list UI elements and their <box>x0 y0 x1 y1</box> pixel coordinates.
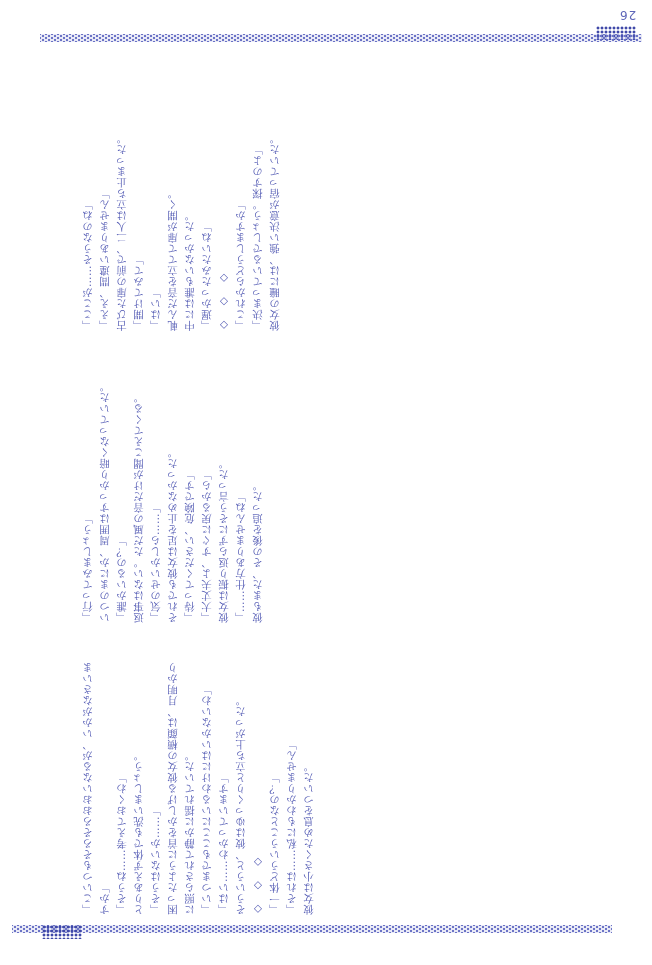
text-column-middle: 「行ってみましょう」 いつのまにか、周囲はすっかり暗くなっていた。 「誰かいるの？」 返事はない。ただ風の音だけが聞こえてくる。 「気のせいかしら……」 それでも彼女は足を止めなかった。 「待ってください、危険です」 「大丈夫よ、すぐに戻るから」 彼女は振り返らずにそう言った。 「……仕方ありませんね」 彼もまた、その後を追った。 <box>82 381 264 623</box>
text-column-bottom: 「ここが……そうなのね」 「ええ、間違いありません」 古びた扉の前で、二人は立ち止まった。 「開けてみて」 「はい」 軋んだ音を立てて扉が開く。 中には誰もいなかった。 「遅かったみたいね」 ◇ ◇ ◇ 「これからどうしますか」 「決まっているでしょう。探すのよ」 彼女の瞳には、強い決意が宿っていた。 <box>82 133 281 331</box>
body-text <box>80 60 620 915</box>
text-column-top: 「こいつもそろそろおおいなるが、いかがなさいますか」 「そうね……考えておくわ」 とりあえず体でも洗いましょう。 「そうはないか……」 困ったように首をかしげる彼女の横顔は、月明かりに照らされて静かに揺れていた。 「いつまでもここにいるわけにはいかないわ」 「はい……わかっています」 そういうと、彼はゆっくりと立ち上がった。 ◇ ◇ ◇ 「一体どういうことなの？」 「それは……私にもわかりません」 彼女は小さくため息をついた。 <box>82 662 315 915</box>
bottom-border-band <box>12 925 612 933</box>
page-number: 26 <box>619 8 637 22</box>
top-border-band <box>40 34 642 42</box>
decorative-corner-bottom-left <box>42 925 82 939</box>
